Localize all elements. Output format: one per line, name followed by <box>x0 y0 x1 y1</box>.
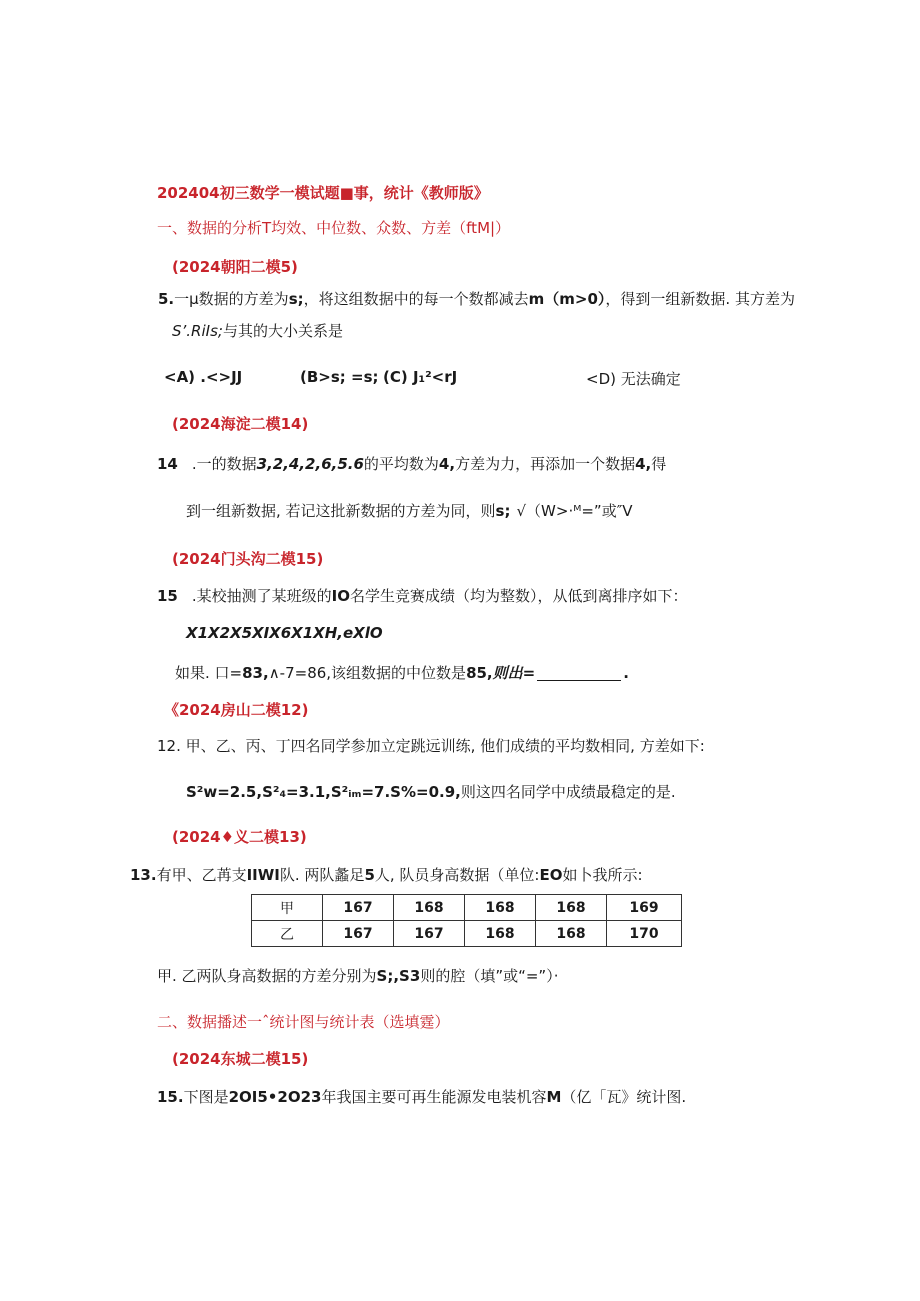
q15b-text-f: （亿「瓦》统计图. <box>561 1088 687 1106</box>
q15b-source: (2024东城二模15) <box>172 1050 309 1068</box>
q15a-value-1: 83, <box>242 664 269 682</box>
q5-option-d: <D) 无法确定 <box>586 370 681 388</box>
q15b-line1 <box>157 1086 686 1107</box>
q12-source: 《2024房山二模12) <box>164 701 309 719</box>
q13-source: (2024♦义二模13) <box>172 828 307 846</box>
q12-variances-a: S²w=2.5,S²₄=3.1, <box>186 783 331 801</box>
q14-line1 <box>157 453 666 474</box>
q13-text-c: IIWI <box>246 866 280 884</box>
doc-title: 202404初三数学一模试题■事，统计《教师版》 <box>157 184 489 202</box>
q15a-text-3d: 该组数据的中位数是 <box>331 664 467 682</box>
q14-mean: 4, <box>438 455 456 473</box>
team-label: 甲 <box>252 895 323 921</box>
q5-option-b: (B>s; =s; <box>300 368 379 386</box>
q15b-number: 15. <box>157 1088 184 1106</box>
q13-text-h: 如卜我所示: <box>562 866 643 884</box>
answer-blank[interactable] <box>537 666 621 681</box>
height-cell: 168 <box>536 921 607 947</box>
q14-data: 3,2,4,2,6,5.6 <box>256 455 364 473</box>
q15a-count: IO <box>331 587 350 605</box>
q13-text-b: 有甲、乙苒支 <box>156 866 247 884</box>
height-cell: 167 <box>323 895 394 921</box>
q14-source: (2024海淀二模14) <box>172 415 309 433</box>
q15b-m: M <box>546 1088 562 1106</box>
height-cell: 167 <box>394 921 465 947</box>
q13-text-2d: 则的腔（填”或“=”）· <box>420 967 559 985</box>
height-cell: 168 <box>465 921 536 947</box>
q14-added: 4, <box>635 455 652 473</box>
q12-line1: 12. 甲、乙、丙、丁四名同学参加立定跳远训练, 他们成绩的平均数相同, 方差如下: <box>157 737 705 755</box>
q15a-line1 <box>157 585 688 606</box>
q15b-text-d: 年我国主要可再生能源发电装机容 <box>321 1088 547 1106</box>
q5-number: 5. <box>158 290 175 308</box>
q5-option-a: <A) .<>JJ <box>164 368 243 386</box>
q15b-years: 2OI5•2O23 <box>228 1088 322 1106</box>
q14-s2: s; <box>495 502 511 520</box>
q5-s2: s; <box>288 290 304 308</box>
q15a-source: (2024门头沟二模15) <box>172 550 324 568</box>
q13-s-b: ,S3 <box>393 967 421 985</box>
q14-text-2c: √（W>·ᴹ=”或″V <box>516 502 633 520</box>
q13-text-f: 人, 队员身高数据（单位: <box>374 866 540 884</box>
q15b-text-b: 下图是 <box>183 1088 229 1106</box>
height-cell: 170 <box>607 921 682 947</box>
q5-text-c: ，将这组数据中的每一个数都减去 <box>303 290 529 308</box>
height-cell: 168 <box>394 895 465 921</box>
q13-line2 <box>157 965 558 986</box>
section-1-title: 一、数据的分析T均效、中位数、众数、方差（ftM|） <box>157 219 511 237</box>
q13-s-a: S; <box>376 967 394 985</box>
q12-variances-b: S²ᵢₘ=7.S%=0.9, <box>330 783 461 801</box>
q13-text-2a: 甲. 乙两队身高数据的方差分别为 <box>157 967 377 985</box>
height-cell: 169 <box>607 895 682 921</box>
q5-line1 <box>158 288 795 309</box>
section-2-title: 二、数据播述一ˆ统计图与统计表（选填霆） <box>157 1013 450 1031</box>
q15a-text-a: .某校抽测了某班级的 <box>191 587 332 605</box>
q12-text-c: 则这四名同学中成绩最稳定的是. <box>460 783 676 801</box>
height-table <box>251 894 682 947</box>
q12-line2 <box>186 781 676 802</box>
team-label: 乙 <box>252 921 323 947</box>
q13-line1 <box>130 864 643 885</box>
q14-text-2a: 到一组新数据, 若记这批新数据的方差为同，则 <box>186 502 496 520</box>
height-cell: 168 <box>465 895 536 921</box>
q5-text-e: ，得到一组新数据. 其方差为 <box>605 290 795 308</box>
q14-text-c: 的平均数为 <box>363 455 439 473</box>
q15a-sequence: X1X2X5XIX6X1XH,eXlO <box>186 624 383 642</box>
q14-line2 <box>186 500 633 521</box>
q15a-text-3c: ∧-7=86, <box>268 664 332 682</box>
q5-symbol: S’.RiIs; <box>172 322 223 340</box>
q15a-line3 <box>175 662 629 683</box>
q5-option-c: (C) J₁²<rJ <box>383 368 458 386</box>
q5-line2 <box>172 320 343 341</box>
table-row <box>252 895 682 921</box>
q15a-median: 85, <box>466 664 493 682</box>
q5-text-a: 一μ数据的方差为 <box>174 290 289 308</box>
q14-text-g: 得 <box>651 455 667 473</box>
table-row <box>252 921 682 947</box>
q13-number: 13. <box>130 866 157 884</box>
q14-number: 14 <box>157 455 178 473</box>
height-cell: 167 <box>323 921 394 947</box>
q13-team-size: 5 <box>364 866 375 884</box>
q5-text-line2: 与其的大小关系是 <box>222 322 343 340</box>
q14-text-e: 方差为力，再添加一个数据 <box>455 455 636 473</box>
q15a-period: . <box>623 664 629 682</box>
q13-text-d: 队. 两队蠡足 <box>279 866 365 884</box>
q5-m: m（m>0） <box>528 290 606 308</box>
q15a-text-c: 名学生竞赛成绩（均为整数），从低到离排序如下： <box>350 587 688 605</box>
height-cell: 168 <box>536 895 607 921</box>
q14-text-a: .一的数据 <box>191 455 257 473</box>
q15a-ask: 则出= <box>492 664 536 682</box>
q15a-number: 15 <box>157 587 178 605</box>
q13-unit: EO <box>539 866 563 884</box>
q5-source: (2024朝阳二模5) <box>172 258 298 276</box>
q15a-text-3a: 如果. 口= <box>175 664 243 682</box>
